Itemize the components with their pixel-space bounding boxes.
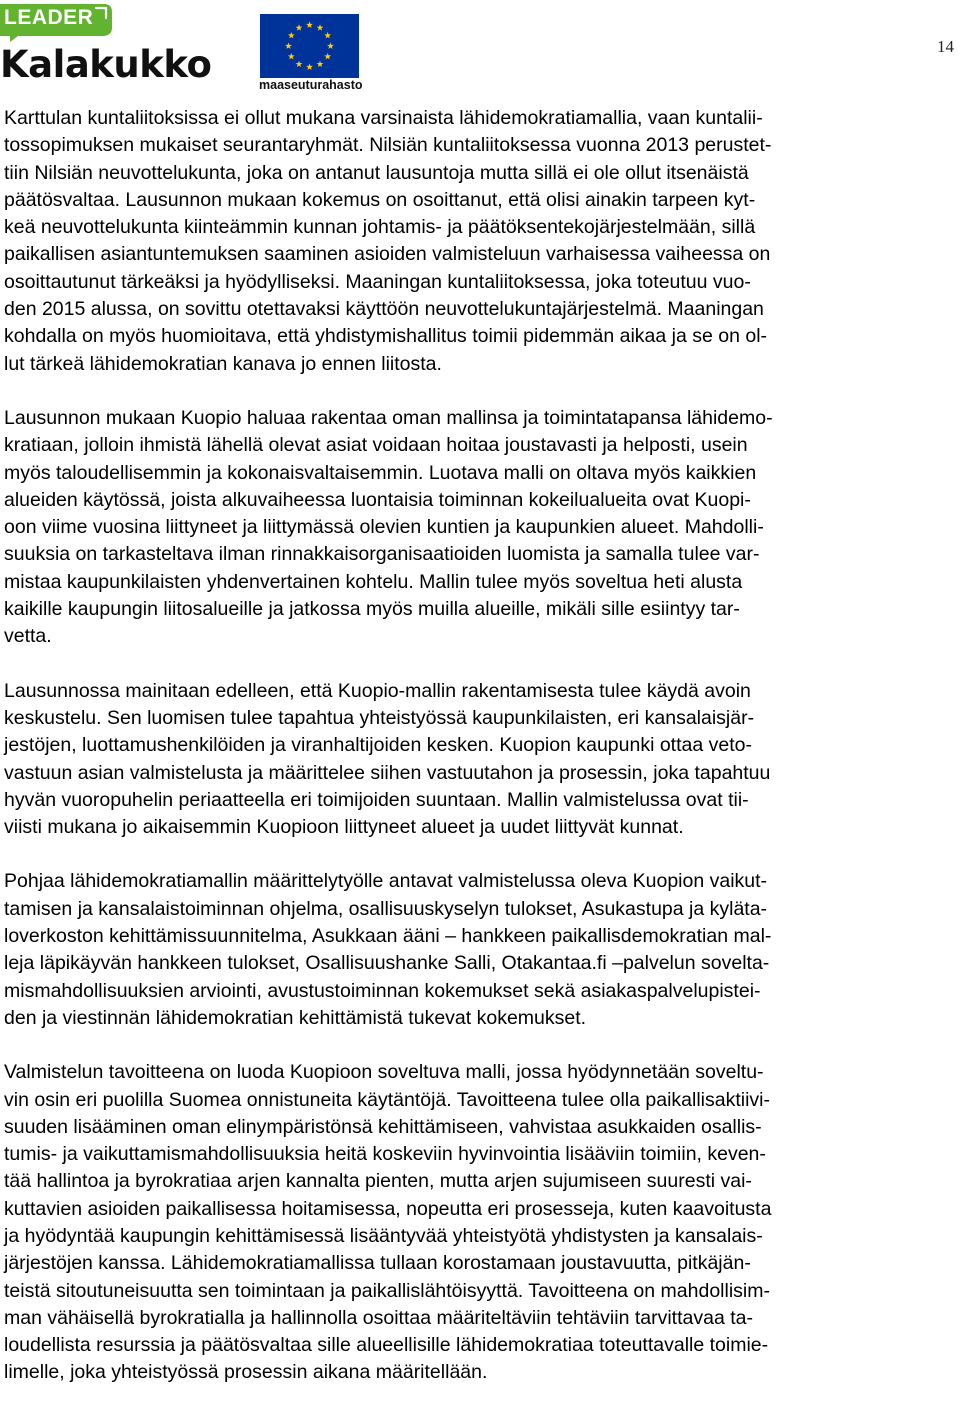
text-line: jestöjen, luottamushenkilöiden ja viranhaltijoiden kesken. Kuopion kaupunki ottaa veto- bbox=[4, 734, 752, 757]
leader-logo-label: LEADER bbox=[4, 6, 94, 29]
text-line: päätösvaltaa. Lausunnon mukaan kokemus on osoittanut, että olisi ainakin tarpeen kyt- bbox=[4, 188, 756, 211]
eu-fund-caption: maaseuturahasto bbox=[259, 78, 363, 92]
text-line: osoittautunut tärkeäksi ja hyödylliseksi. Maaningan kuntaliitoksessa, joka toteutuu vuo- bbox=[4, 270, 751, 293]
text-line: myös taloudellisemmin ja kokonaisvaltaisemmin. Luotava malli on oltava myös kaikkien bbox=[4, 461, 757, 484]
text-line: tossopimuksen mukaiset seurantaryhmät. Nilsiän kuntaliitoksessa vuonna 2013 perustet- bbox=[4, 134, 772, 157]
text-line: kohdalla on myös huomioitava, että yhdistymishallitus toimii pidemmän aikaa ja se on ol- bbox=[4, 325, 768, 348]
text-line: tamisen ja kansalaistoiminnan ohjelma, osallisuuskyselyn tulokset, Asukastupa ja kyläta- bbox=[4, 897, 768, 920]
paragraph bbox=[4, 1059, 956, 1387]
text-line: alueiden käytössä, joista alkuvaiheessa luontaisia toiminnan kokeilualueita ovat Kuopi- bbox=[4, 488, 751, 511]
text-line: järjestöjen kanssa. Lähidemokratiamallissa tullaan korostamaan joustavuutta, pitkäjän- bbox=[4, 1252, 751, 1275]
text-line: kratiaan, jolloin ihmistä lähellä olevat asiat voidaan hoitaa joustavasti ja helposti, usein bbox=[4, 434, 748, 457]
text-line: keä neuvottelukunta kiinteämmin kunnan johtamis- ja päätöksentekojärjestelmään, sillä bbox=[4, 216, 756, 239]
paragraph bbox=[4, 868, 956, 1032]
text-line: tää hallintoa ja byrokratiaa arjen kannalta pienten, mutta arjen sujumiseen suuresti vai- bbox=[4, 1170, 752, 1193]
text-line: leja läpikäyvän hankkeen tulokset, Osallisuushanke Salli, Otakantaa.fi –palvelun soveltа- bbox=[4, 952, 770, 975]
text-line: vastuun asian valmistelusta ja määrittelee siihen vastuutahon ja prosessin, joka tapahtuu bbox=[4, 761, 771, 784]
text-line: keskustelu. Sen luomisen tulee tapahtua yhteistyössä kaupunkilaisten, eri kansalaisjär- bbox=[4, 706, 755, 729]
text-line: ja hyödyntää kaupungin kehittämisessä lisääntyvää yhteistyötä yhdistysten ja kansalais- bbox=[4, 1224, 763, 1247]
page-header bbox=[0, 0, 960, 100]
page-number: 14 bbox=[937, 37, 954, 56]
text-line: man vähäisellä byrokratialla ja hallinnolla osoittaa määriteltäviin tehtäviin tarvittavaa ta- bbox=[4, 1306, 753, 1329]
text-line: loverkoston kehittämissuunnitelma, Asukkaan ääni – hankkeen paikallisdemokratian mal- bbox=[4, 925, 772, 948]
document-body bbox=[4, 105, 956, 1414]
text-line: vetta. bbox=[4, 625, 52, 648]
text-line: teistä sitoutuneisuutta sen toimintaan ja paikallislähtöisyyttä. Tavoitteena on mahdollisim- bbox=[4, 1279, 770, 1302]
text-line: vin osin eri puolilla Suomea onnistuneita käytäntöjä. Tavoitteena tulee olla paikallisaktiivi- bbox=[4, 1088, 771, 1111]
text-line: loudellista resurssia ja päätösvaltaa sille alueellisille lähidemokratiaa toteuttavalle toimie- bbox=[4, 1334, 769, 1357]
paragraph bbox=[4, 105, 956, 378]
text-line: kaikille kaupungin liitosalueille ja jatkossa myös muilla alueille, mikäli sille esiintyy tar- bbox=[4, 598, 740, 621]
text-line: lut tärkeä lähidemokratian kanava jo ennen liitosta. bbox=[4, 352, 442, 375]
text-line: Valmistelun tavoitteena on luoda Kuopioon soveltuva malli, jossa hyödynnetään soveltu- bbox=[4, 1061, 764, 1084]
paragraph bbox=[4, 678, 956, 842]
text-line: suuksia on tarkasteltava ilman rinnakkaisorganisaatioiden luomista ja samalla tulee var- bbox=[4, 543, 760, 566]
text-line: oon viime vuosina liittyneet ja liittymässä olevien kuntien ja kaupunkien alueet. Mahdolli- bbox=[4, 516, 764, 539]
text-line: Pohjaa lähidemokratiamallin määrittelytyölle antavat valmistelussa oleva Kuopion vaikut- bbox=[4, 870, 768, 893]
text-line: viisti mukana jo aikaisemmin Kuopioon liittyneet alueet ja uudet liittyvät kunnat. bbox=[4, 816, 684, 839]
text-line: Lausunnon mukaan Kuopio haluaa rakentaa oman mallinsa ja toimintatapansa lähidemo- bbox=[4, 406, 773, 429]
text-line: den ja viestinnän lähidemokratian kehittämistä tukevat kokemukset. bbox=[4, 1006, 587, 1029]
paragraph bbox=[4, 405, 956, 651]
text-line: mistaa kaupunkilaisten yhdenvertainen kohtelu. Mallin tulee myös soveltua heti alusta bbox=[4, 570, 743, 593]
group-logo-name: Kalakukko bbox=[0, 43, 212, 86]
text-line: paikallisen asiantuntemuksen saaminen asioiden valmisteluun varhaisessa vaiheessa on bbox=[4, 243, 771, 266]
text-line: den 2015 alussa, on sovittu otettavaksi käyttöön neuvottelukuntajärjestelmä. Maaningan bbox=[4, 298, 764, 321]
text-line: Lausunnossa mainitaan edelleen, että Kuopio-mallin rakentamisesta tulee käydä avoin bbox=[4, 679, 751, 702]
text-line: suuden lisääminen oman elinympäristönsä kehittämiseen, vahvistaa asukkaiden osallis- bbox=[4, 1115, 762, 1138]
text-line: mismahdollisuuksien arviointi, avustustoiminnan kokemukset sekä asiakaspalvelupistei- bbox=[4, 979, 761, 1002]
text-line: hyvän vuoropuhelin periaatteella eri toimijoiden suuntaan. Mallin valmistelussa ovat tii- bbox=[4, 788, 749, 811]
text-line: tiin Nilsiän neuvottelukunta, joka on antanut lausuntoja mutta sillä ei ole ollut itsenäistä bbox=[4, 161, 749, 184]
text-line: kuttavien asioiden paikallisessa hoitamisessa, nopeutta eri prosesseja, kuten kaavoitusta bbox=[4, 1197, 772, 1220]
eu-flag-icon bbox=[260, 14, 359, 78]
text-line: tumis- ja vaikuttamismahdollisuuksia heitä koskeviin hyvinvointia lisääviin toimiin, keven- bbox=[4, 1143, 766, 1166]
text-line: limelle, joka yhteistyössä prosessin aikana määritellään. bbox=[4, 1361, 488, 1384]
text-line: Karttulan kuntaliitoksissa ei ollut mukana varsinaista lähidemokratiamallia, vaan kuntalii- bbox=[4, 107, 763, 129]
